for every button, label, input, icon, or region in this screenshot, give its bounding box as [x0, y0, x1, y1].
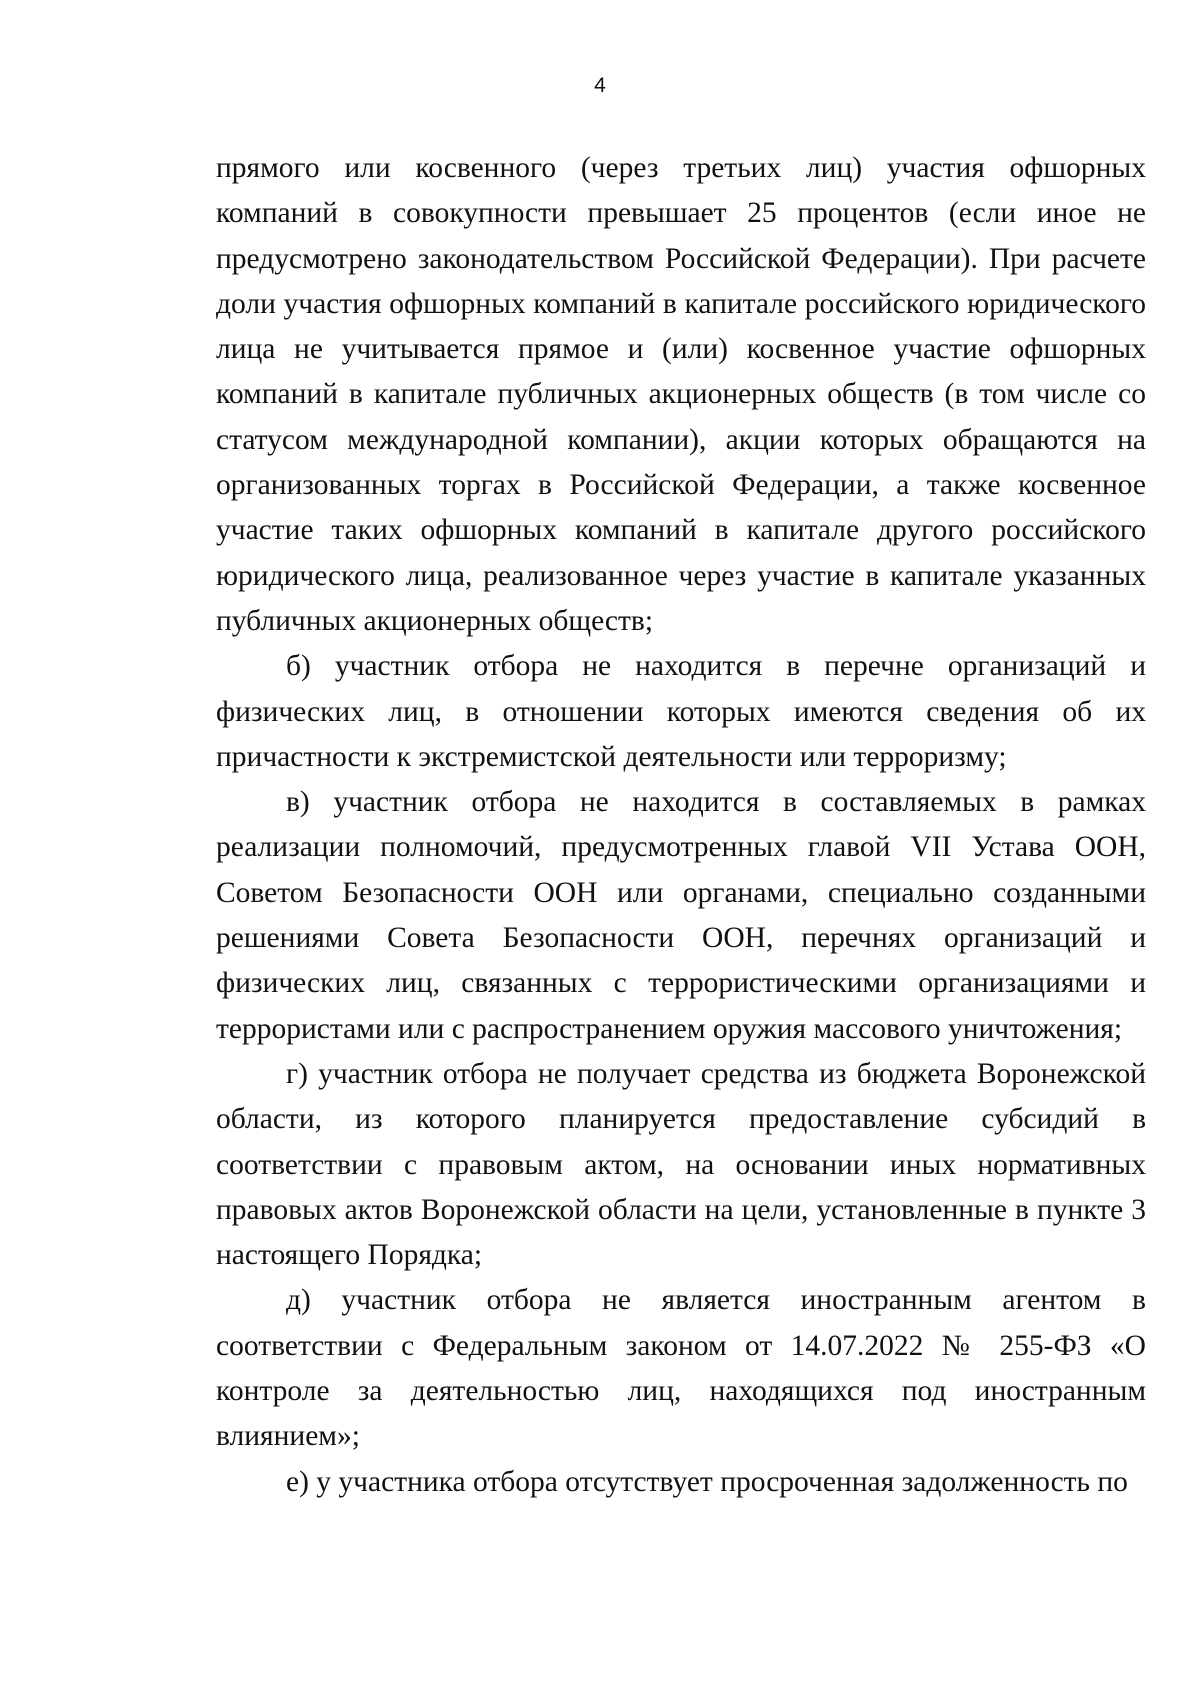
paragraph-item-v: в) участник отбора не находится в составляемых в рамках реализации полномочий, предусмотренных главой VII Устава ООН, Советом Безопасности ООН или органами, специально созданными решениями Совета Безопасности ООН, перечнях организаций и физических лиц, связанных с террористическими организациями и террористами или с распространением оружия массового уничтожения;	[216, 786, 1146, 1045]
paragraph-item-b: б) участник отбора не находится в перечне организаций и физических лиц, в отношении которых имеются сведения об их причастности к экстремистской деятельности или терроризму;	[216, 650, 1146, 773]
document-body	[216, 146, 1146, 1505]
paragraph-item-d: д) участник отбора не является иностранным агентом в соответствии с Федеральным законом от 14.07.2022 № 255-ФЗ «О контроле за деятельностью лиц, находящихся под иностранным влиянием»;	[216, 1284, 1146, 1453]
page-number: 4	[594, 74, 606, 97]
paragraph-continuation: прямого или косвенного (через третьих лиц) участия офшорных компаний в совокупности превышает 25 процентов (если иное не предусмотрено законодательством Российской Федерации). При расчете доли участия офшорных компаний в капитале российского юридического лица не учитывается прямое и (или) косвенное участие офшорных компаний в капитале публичных акционерных обществ (в том числе со статусом международной компании), акции которых обращаются на организованных торгах в Российской Федерации, а также косвенное участие таких офшорных компаний в капитале другого российского юридического лица, реализованное через участие в капитале указанных публичных акционерных обществ;	[216, 152, 1146, 637]
paragraph-item-g: г) участник отбора не получает средства из бюджета Воронежской области, из которого планируется предоставление субсидий в соответствии с правовым актом, на основании иных нормативных правовых актов Воронежской области на цели, установленные в пункте 3 настоящего Порядка;	[216, 1057, 1146, 1272]
paragraph-item-e: е) у участника отбора отсутствует просроченная задолженность по	[286, 1465, 1128, 1498]
